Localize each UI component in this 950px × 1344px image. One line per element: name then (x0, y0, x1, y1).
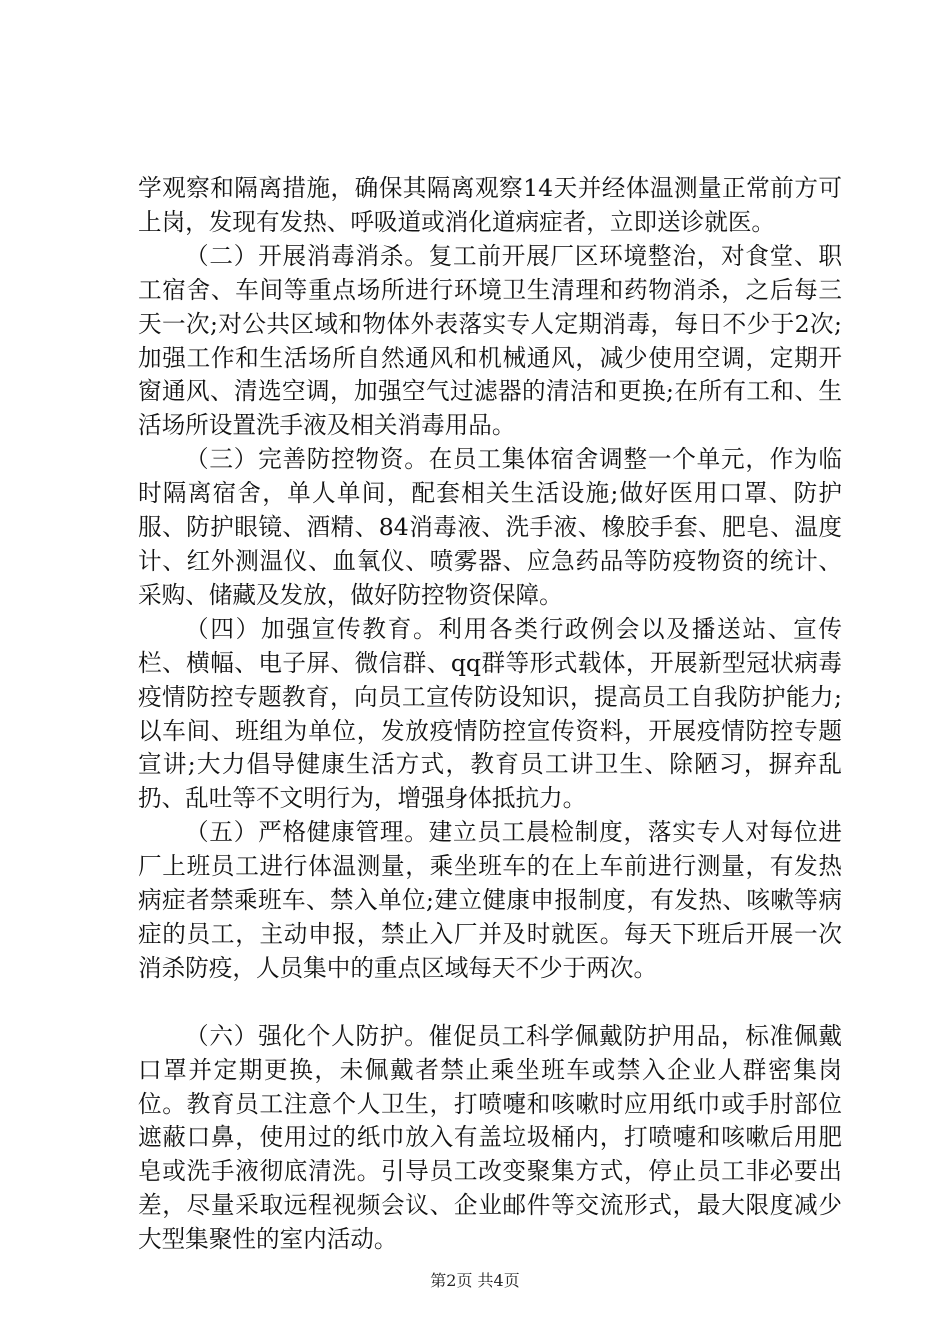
paragraph-continuation: 学观察和隔离措施，确保其隔离观察14天并经体温测量正常前方可上岗，发现有发热、呼吸道或消化道病症者，立即送诊就医。 (138, 174, 842, 236)
page-footer: 第2页 共4页 (430, 1271, 520, 1290)
paragraph-disinfection: （二）开展消毒消杀。复工前开展厂区环境整治，对食堂、职工宿舍、车间等重点场所进行环境卫生清理和药物消杀，之后每三天一次;对公共区域和物体外表落实专人定期消毒，每日不少于2次;加强工作和生活场所自然通风和机械通风，减少使用空调，定期开窗通风、清选空调，加强空气过滤器的清洁和更换;在所有工和、生活场所设置洗手液及相关消毒用品。 (138, 241, 842, 440)
paragraph-supplies: （三）完善防控物资。在员工集体宿舍调整一个单元，作为临时隔离宿舍，单人单间，配套相关生活设施;做好医用口罩、防护服、防护眼镜、酒精、84消毒液、洗手液、橡胶手套、肥皂、温度计、红外测温仪、血氧仪、喷雾器、应急药品等防疫物资的统计、采购、储藏及发放，做好防控物资保障。 (138, 445, 842, 609)
paragraph-publicity: （四）加强宣传教育。利用各类行政例会以及播送站、宣传栏、横幅、电子屏、微信群、qq群等形式载体，开展新型冠状病毒疫情防控专题教育，向员工宣传防设知识，提高员工自我防护能力;以车间、班组为单位，发放疫情防控宣传资料，开展疫情防控专题宣讲;大力倡导健康生活方式，教育员工讲卫生、除陋习，摒弃乱扔、乱吐等不文明行为，增强身体抵抗力。 (138, 614, 842, 813)
paragraph-health-management: （五）严格健康管理。建立员工晨检制度，落实专人对每位进厂上班员工进行体温测量，乘坐班车的在上车前进行测量，有发热病症者禁乘班车、禁入单位;建立健康申报制度，有发热、咳嗽等病症的员工，主动申报，禁止入厂并及时就医。每天下班后开展一次消杀防疫，人员集中的重点区域每天不少于两次。 (138, 818, 842, 982)
document-body (138, 172, 842, 1257)
paragraph-personal-protection: （六）强化个人防护。催促员工科学佩戴防护用品，标准佩戴口罩并定期更换，未佩戴者禁止乘坐班车或禁入企业人群密集岗位。教育员工注意个人卫生，打喷嚏和咳嗽时应用纸巾或手肘部位遮蔽口鼻，使用过的纸巾放入有盖垃圾桶内，打喷嚏和咳嗽后用肥皂或洗手液彻底清洗。引导员工改变聚集方式，停止员工非必要出差，尽量采取远程视频会议、企业邮件等交流形式，最大限度减少大型集聚性的室内活动。 (138, 1021, 842, 1254)
